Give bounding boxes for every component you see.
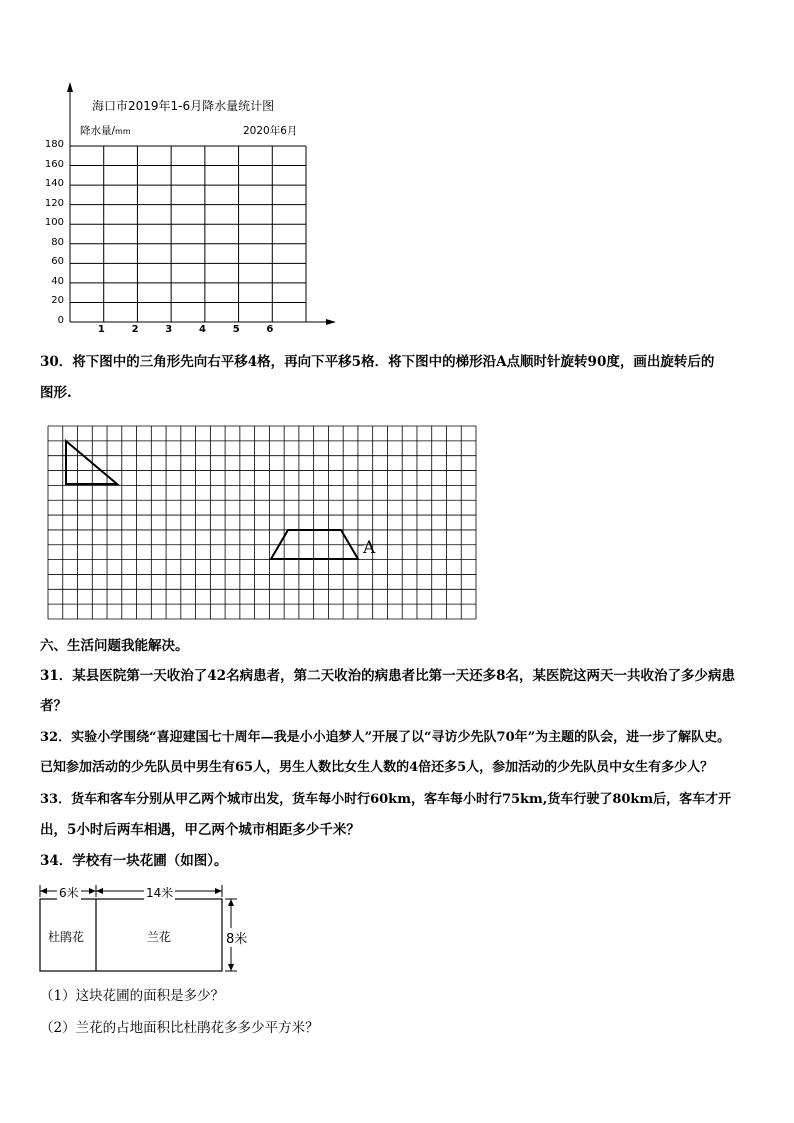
garden-azalea-label: 杜鹃花 bbox=[48, 930, 85, 944]
chart-y-tick-label: 0 bbox=[57, 315, 64, 326]
chart-title: 海口市2019年1-6月降水量统计图 bbox=[92, 99, 275, 113]
question-33-line1: 33．货车和客车分别从甲乙两个城市出发，货车每小时行60km，客车每小时行75km,货车行驶了80km后，客车才开 bbox=[40, 792, 732, 807]
chart-y-tick-label: 160 bbox=[44, 158, 64, 170]
chart-y-tick-label: 180 bbox=[44, 139, 64, 150]
question-30-line1: 30．将下图中的三角形先向右平移4格，再向下平移5格．将下图中的梯形沿A点顺时针旋转90度，画出旋转后的 bbox=[40, 354, 715, 370]
question-32-line1: 32．实验小学围绕“喜迎建国七十周年—我是小小追梦人”开展了以“寻访少先队70年”为主题的队会，进一步了解队史。 bbox=[40, 730, 731, 745]
chart-x-tick-label: 2 bbox=[131, 324, 139, 335]
question-33-line2: 出，5小时后两车相遇，甲乙两个城市相距多少千米？ bbox=[40, 822, 360, 838]
garden-height: 8米 bbox=[226, 928, 247, 947]
chart-x-tick-label: 1 bbox=[97, 324, 105, 335]
chart-y-tick-label: 100 bbox=[44, 217, 64, 229]
question-34: 34．学校有一块花圃（如图）。 bbox=[40, 853, 228, 869]
question-32-line2: 已知参加活动的少先队员中男生有65人，男生人数比女生人数的4倍还多5人，参加活动的少先队员中女生有多少人？ bbox=[40, 760, 714, 775]
chart-y-tick-label: 40 bbox=[51, 275, 64, 287]
question-31-line2: 者？ bbox=[40, 698, 67, 714]
chart-date: 2020年6月 bbox=[243, 125, 298, 137]
question-30-line2: 图形. bbox=[40, 385, 72, 401]
chart-x-tick-label: 4 bbox=[199, 324, 206, 335]
garden-orchid-label: 兰花 bbox=[147, 930, 172, 944]
chart-y-tick-label: 120 bbox=[44, 197, 64, 209]
question-31-line1: 31．某县医院第一天收治了42名病患者，第二天收治的病患者比第一天还多8名，某医院这两天一共收治了多少病患 bbox=[40, 668, 735, 684]
question-34-sub2: （2）兰花的占地面积比杜鹃花多多少平方米？ bbox=[40, 1020, 319, 1036]
garden-width-left: 6米 bbox=[59, 886, 79, 900]
chart-y-label: 降水量/mm bbox=[80, 125, 131, 137]
chart-y-tick-label: 80 bbox=[51, 236, 64, 248]
chart-x-tick-label: 3 bbox=[165, 324, 173, 335]
chart-y-tick-label: 20 bbox=[51, 295, 64, 307]
question-34-sub1: （1）这块花圃的面积是多少？ bbox=[40, 988, 225, 1004]
chart-y-tick-label: 140 bbox=[44, 178, 64, 190]
point-a-label: A bbox=[363, 538, 376, 558]
section-6-heading: 六、生活问题我能解决。 bbox=[40, 638, 189, 654]
chart-x-tick-label: 5 bbox=[232, 324, 240, 335]
chart-y-tick-label: 60 bbox=[51, 256, 64, 268]
garden-width-right: 14米 bbox=[146, 886, 174, 900]
chart-x-tick-label: 6 bbox=[266, 324, 274, 335]
